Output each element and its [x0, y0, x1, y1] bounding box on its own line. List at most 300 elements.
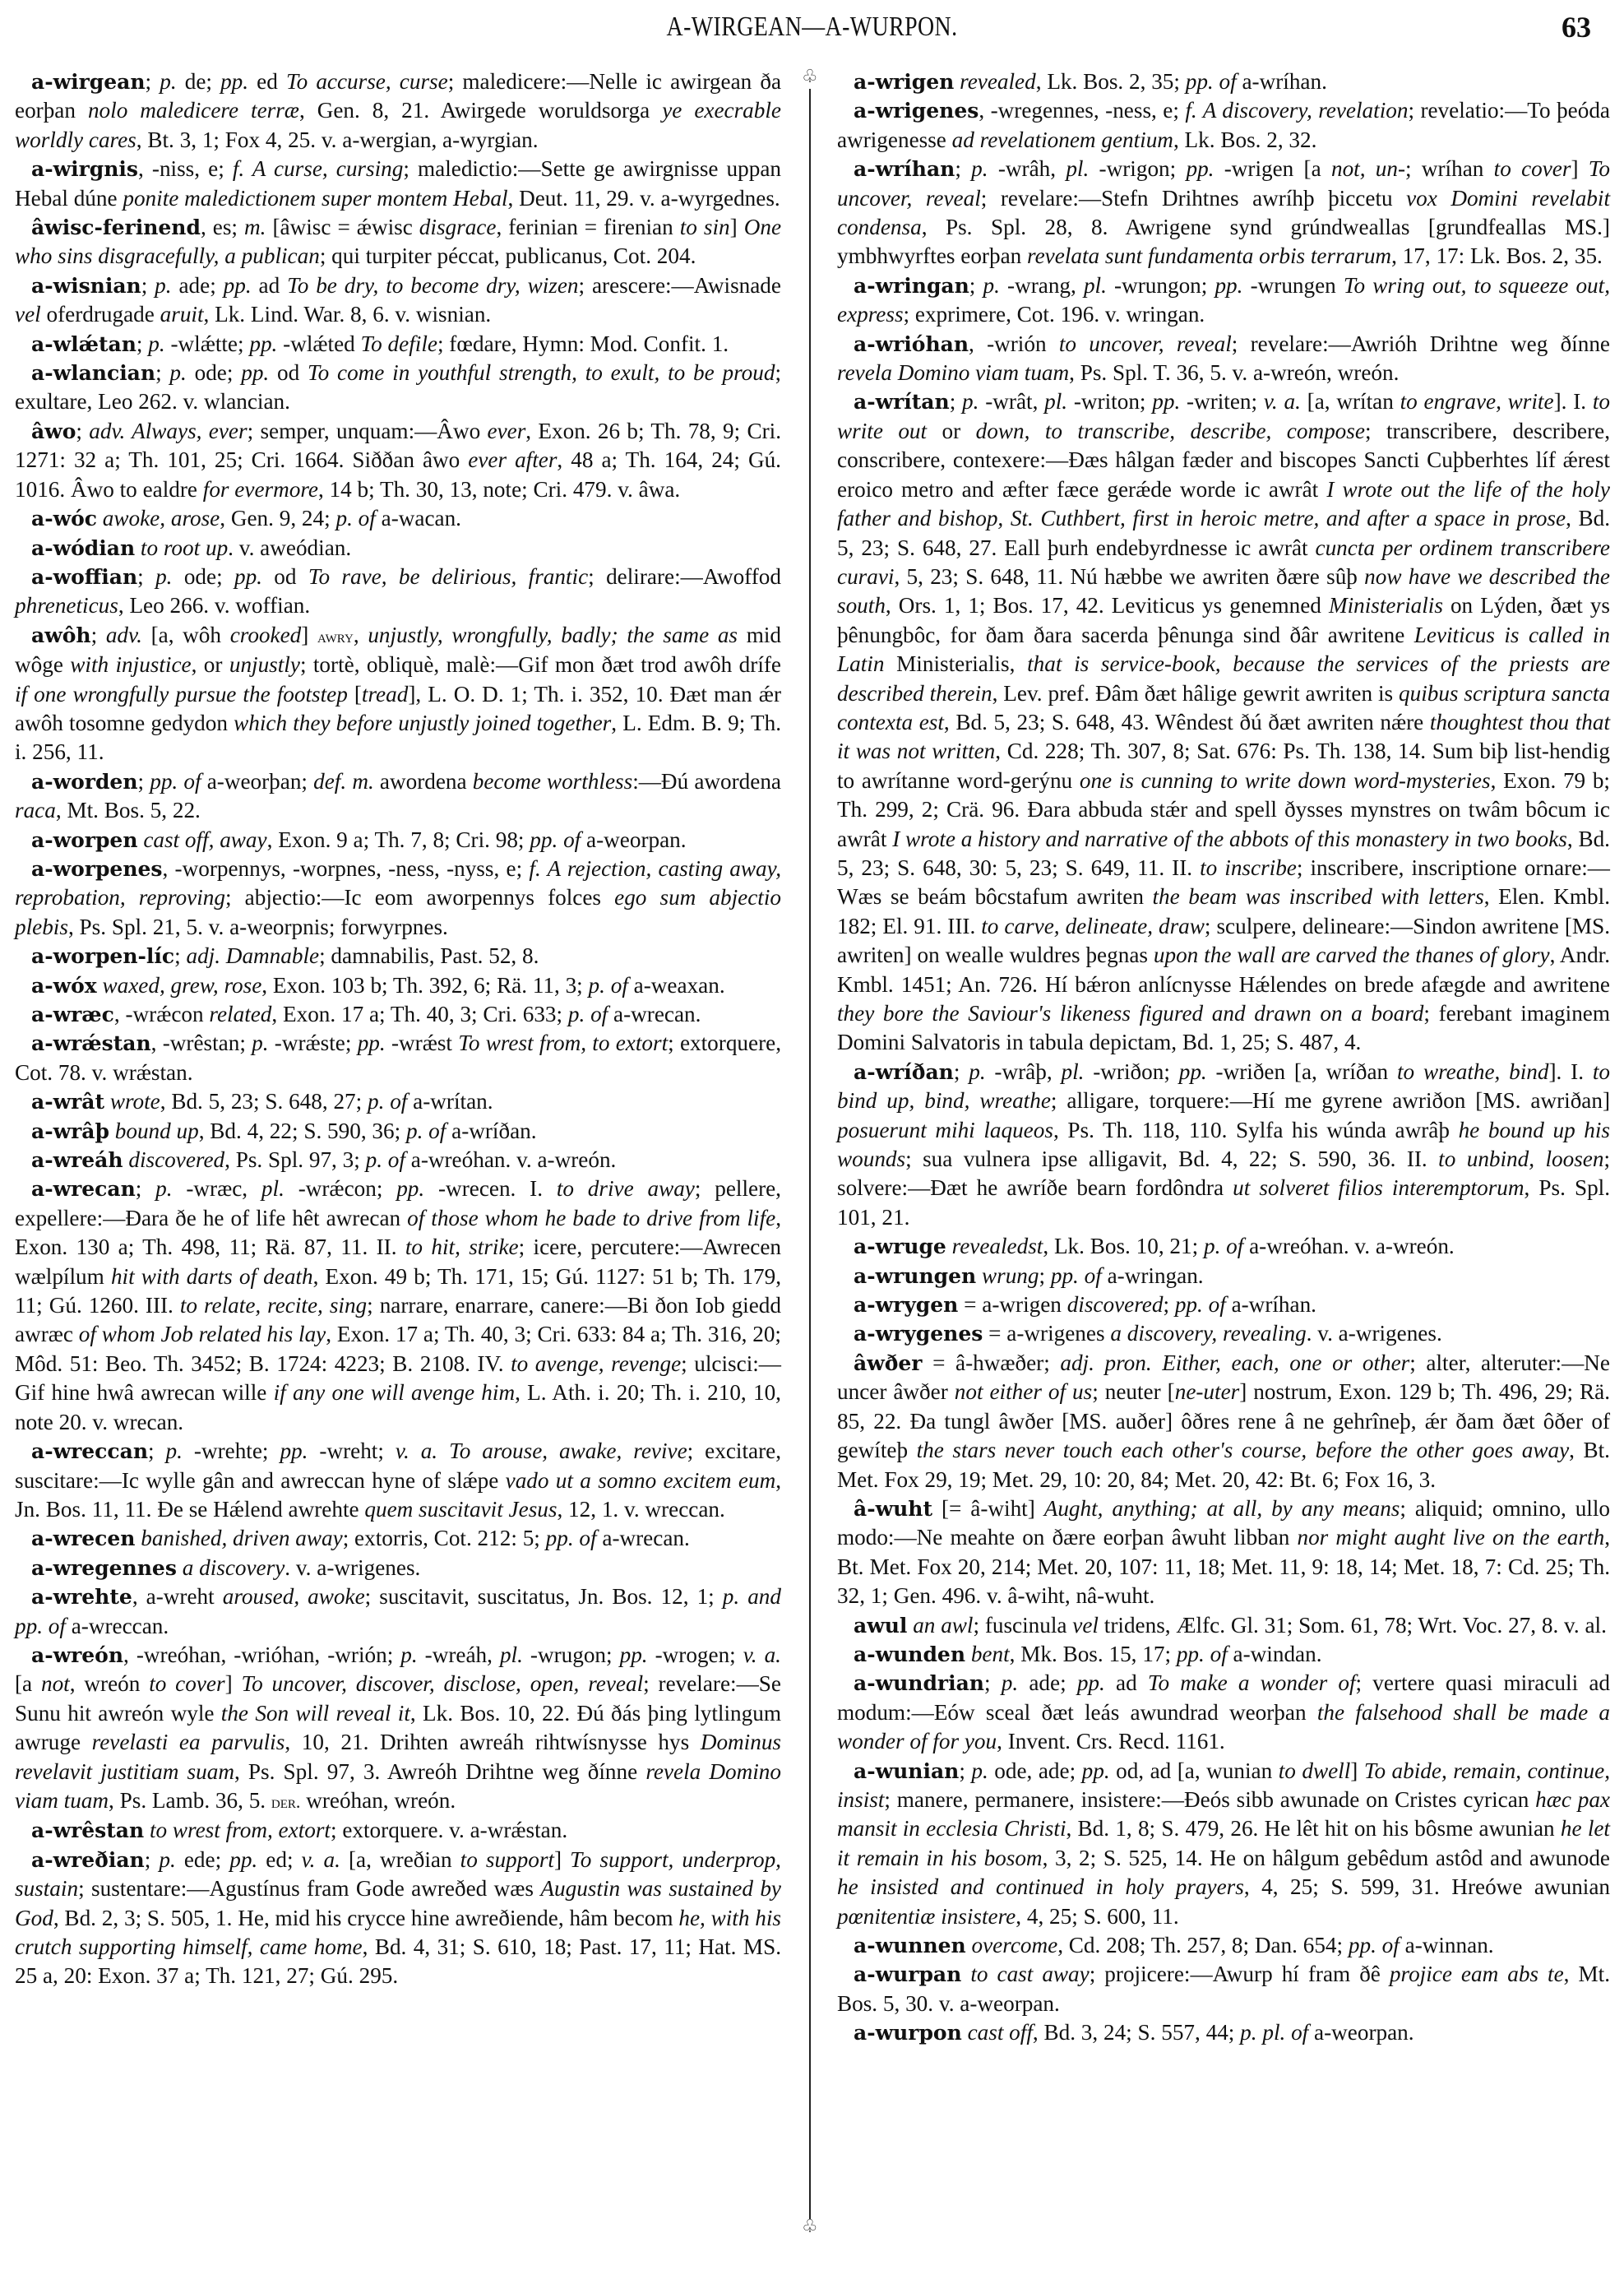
entry-text: -wrâh,	[988, 156, 1066, 182]
entry-text: , Ps. Th. 118, 110. Sylfa his wúnda awrâþ	[1053, 1117, 1459, 1142]
italic-gloss: revelata sunt fundamenta orbis terrarum	[1027, 243, 1392, 269]
entry-text: a-wreóhan. v. a-wreón.	[405, 1147, 617, 1173]
dictionary-entry	[15, 1029, 781, 1087]
entry-text: , Gen. 8, 21. Awirgede woruldsorga	[298, 98, 663, 123]
entry-text: , Exon. 17 a; Th. 40, 3; Cri. 633;	[271, 1002, 568, 1026]
entry-text: wreóhan, wreón.	[300, 1787, 456, 1813]
entry-text: :—Ðú awordena	[632, 768, 781, 794]
entry-text: ; delirare:—Awoffod	[588, 563, 781, 589]
entry-text: ]. I.	[1548, 1059, 1593, 1084]
italic-gloss: tread	[361, 681, 409, 706]
italic-gloss: which they before unjustly joined together	[234, 710, 612, 735]
italic-gloss: he bound up his wounds	[837, 1117, 1611, 1172]
dictionary-entry	[837, 1290, 1610, 1319]
entry-text: ; aliquid; omnino, ullo modo:—Ne meahte on ðære eorþan âwuht libban	[837, 1495, 1610, 1550]
entry-text: on Lýden, ðæt ys þênungbôc, for ðam ðara sacerda þênunga sind ðâr awritene	[837, 593, 1610, 647]
italic-gloss: p. of	[335, 506, 376, 531]
italic-gloss: nor might aught live on the earth	[1297, 1525, 1605, 1550]
entry-text: , Cd. 228; Th. 307, 8; Sat. 676: Ps. Th. 138, 14. Sum biþ list-hendig to awrítanne word-gerýnu	[837, 739, 1610, 793]
italic-gloss: one is cunning to write down word-mysteries	[1079, 767, 1491, 793]
italic-gloss: posuerunt mihi laqueos	[837, 1117, 1053, 1142]
entry-text: , 14 b; Th. 30, 13, note; Cri. 479. v. âwa.	[317, 476, 681, 502]
italic-gloss: now have we described the south	[837, 563, 1610, 618]
entry-text: ode;	[186, 360, 242, 386]
headword: a-wrǽstan	[31, 1031, 151, 1056]
italic-gloss: pp.	[1081, 1758, 1110, 1783]
entry-text: ;	[955, 156, 972, 182]
entry-text: ; damnabilis, Past. 52, 8.	[319, 943, 539, 969]
italic-gloss: to sin	[679, 215, 730, 240]
entry-text: . v. a-wrigenes.	[1306, 1321, 1442, 1346]
entry-text: , Exon. 26 b; Th. 78, 9; Cri. 1271: 32 a; Th. 101, 25; Cri. 1664. Siððan âwo	[15, 418, 782, 473]
italic-gloss: the falsehood shall be made a wonder of for you	[837, 1699, 1610, 1754]
italic-gloss: pl.	[499, 1642, 523, 1667]
entry-text: ; extorquere. v. a-wrǽstan.	[330, 1818, 568, 1843]
entry-text: a-windan.	[1227, 1641, 1322, 1666]
italic-gloss: p.	[160, 69, 177, 94]
headword: a-wrygen	[854, 1293, 959, 1318]
headword: a-wruge	[854, 1235, 946, 1259]
entry-text: , L. Ath. i. 20; Th. i. 210, 10, note 20. v. wrecan.	[15, 1380, 781, 1434]
entry-text: -wrang,	[999, 272, 1084, 298]
entry-text: , a-wreht	[132, 1584, 223, 1610]
italic-gloss: vel	[1072, 1612, 1099, 1638]
italic-gloss: pp.	[241, 360, 270, 386]
entry-text: , 4, 25; S. 600, 11.	[1016, 1903, 1179, 1929]
italic-gloss: ego sum abjectio plebis	[15, 885, 782, 939]
italic-gloss: pp. of	[150, 768, 201, 794]
italic-gloss: pp. of	[1185, 69, 1237, 94]
italic-gloss: p.	[983, 272, 1000, 298]
entry-text: -wrǽst	[385, 1031, 459, 1056]
headword: a-wurpon	[854, 2021, 962, 2045]
italic-gloss: pp. of	[1348, 1933, 1400, 1957]
entry-text: [= â-wiht]	[932, 1495, 1044, 1521]
entry-text: ;	[155, 360, 170, 386]
entry-text: a-wringan.	[1101, 1262, 1204, 1288]
headword: a-worpen-líc	[31, 944, 175, 969]
italic-gloss: p.	[155, 563, 173, 589]
headword: a-wringan	[854, 273, 969, 298]
italic-gloss: vox Domini revelabit condensa	[837, 185, 1611, 240]
italic-gloss: ut solveret filios interemptorum	[1233, 1175, 1525, 1201]
italic-gloss: vado ut a somno excitem eum	[505, 1467, 776, 1493]
left-column	[15, 67, 781, 1991]
entry-text: ; qui turpiter péccat, publicanus, Cot. 204.	[319, 243, 696, 269]
italic-gloss: to wreathe, bind	[1396, 1059, 1549, 1084]
entry-text: ; narrare, enarrare, canere:—Bi ðon Iob giedd awræc	[15, 1293, 781, 1347]
italic-gloss: to avenge, revenge	[511, 1350, 682, 1376]
entry-text: -wlǽted	[277, 331, 361, 356]
entry-text: ;	[959, 1758, 972, 1783]
entry-text: ;	[136, 331, 149, 356]
italic-gloss: Leviticus is called in Latin	[837, 622, 1610, 677]
italic-gloss: p.	[400, 1642, 418, 1667]
headword: a-wrítan	[854, 390, 950, 415]
italic-gloss: down, to transcribe, describe, compose	[975, 418, 1365, 443]
entry-text: , -wregennes, -ness, e;	[979, 98, 1186, 123]
italic-gloss: pp.	[220, 69, 249, 94]
italic-gloss: discovered	[128, 1147, 225, 1173]
page-number: 63	[1562, 11, 1591, 44]
italic-gloss: to hit, strike	[405, 1235, 519, 1260]
entry-text: -wrungon;	[1106, 272, 1215, 298]
entry-text: -wrǽcon;	[284, 1176, 397, 1202]
italic-gloss: v. a.	[301, 1846, 340, 1872]
entry-text: -wræc,	[172, 1176, 261, 1202]
entry-text: ;	[135, 1176, 156, 1202]
entry-text: , Bt. Met. Fox 29, 19; Met. 29, 10: 20, 84; Met. 20, 42: Bt. 6; Fox 16, 3.	[837, 1438, 1610, 1492]
entry-text: , -niss, e;	[138, 156, 233, 182]
entry-text: , Ps. Spl. 97, 3;	[224, 1147, 366, 1173]
italic-gloss: pp. of	[1050, 1262, 1102, 1288]
italic-gloss: p.	[169, 360, 187, 386]
entry-text: ; inscribere, inscriptione ornare:—Wæs se beám bôcstafum awriten	[837, 855, 1610, 910]
italic-gloss: To rave, be delirious, frantic	[308, 563, 589, 589]
entry-text: ]. I.	[1553, 389, 1593, 415]
entry-text: ; revelare:—Stefn Drihtnes awríhþ þiccetu	[980, 185, 1407, 211]
italic-gloss: crooked	[229, 622, 302, 647]
headword: a-wreðian	[31, 1847, 145, 1872]
dictionary-entry	[15, 213, 781, 271]
dictionary-entry	[837, 1058, 1610, 1232]
dictionary-entry	[15, 330, 781, 359]
italic-gloss: upon the wall are carved the thanes of glory	[1153, 943, 1550, 968]
italic-gloss: pp.	[223, 272, 252, 298]
italic-gloss: discovered	[1066, 1292, 1164, 1318]
entry-text: , Ps. Spl. 101, 21.	[837, 1175, 1611, 1230]
divider-ornament-bottom-icon: ♧	[802, 2216, 818, 2236]
entry-text: -wrungen	[1242, 272, 1344, 298]
entry-text: , wreón	[69, 1671, 150, 1697]
headword: a-wrêstan	[31, 1818, 145, 1843]
headword: a-wríhan	[854, 157, 955, 182]
headword: awôh	[31, 623, 91, 647]
italic-gloss: p. and pp. of	[15, 1584, 781, 1638]
italic-gloss: To uncover, discover, disclose, open, reveal	[241, 1671, 644, 1697]
dictionary-entry	[15, 1846, 781, 1991]
italic-gloss: cast off	[967, 2020, 1033, 2045]
entry-text: ; sua vulnera ipse alligavit, Bd. 4, 22; S. 590, 36. II.	[905, 1147, 1439, 1172]
dictionary-entry	[15, 1554, 781, 1582]
entry-text: ;	[949, 389, 963, 415]
italic-gloss: related	[209, 1002, 272, 1026]
italic-gloss: To abide, remain, continue, insist	[837, 1758, 1610, 1812]
italic-gloss: p.	[971, 1758, 988, 1783]
entry-text: , 48 a; Th. 164, 24; Gú. 1016. Âwo to ealdre	[15, 447, 781, 502]
entry-text: , -wrêstan;	[150, 1031, 252, 1056]
entry-text: ;	[1163, 1292, 1175, 1318]
entry-text: ;	[137, 563, 156, 589]
dictionary-entry	[837, 330, 1610, 388]
entry-text: ;	[174, 943, 187, 969]
italic-gloss: unjustly, wrongfully, badly; the same as	[368, 622, 738, 647]
dictionary-entry	[15, 359, 781, 417]
entry-text	[177, 1555, 183, 1580]
dictionary-entry	[15, 1117, 781, 1146]
entry-text: Ministerialis,	[884, 651, 1028, 677]
entry-text: , Lk. Lind. War. 8, 6. v. wisnian.	[203, 302, 492, 327]
italic-gloss: if any one will avenge him	[273, 1380, 516, 1406]
headword: a-wregennes	[31, 1555, 177, 1580]
italic-gloss: f. A discovery, revelation	[1185, 98, 1409, 123]
headword: a-woffian	[31, 564, 138, 589]
italic-gloss: hit with darts of death	[110, 1263, 313, 1289]
entry-text: ; neuter [	[1092, 1379, 1175, 1405]
dictionary-entry	[837, 1349, 1610, 1494]
entry-text: , Exon. 49 b; Th. 171, 15; Gú. 1127: 51 b; Th. 179, 11; Gú. 1260. III.	[15, 1263, 782, 1318]
italic-gloss: adv.	[105, 622, 142, 647]
dictionary-entry	[837, 2018, 1610, 2047]
entry-text: ; fœdare, Hymn: Mod. Confit. 1.	[437, 331, 729, 356]
headword: a-wlǽtan	[31, 331, 136, 356]
italic-gloss: bent	[970, 1641, 1010, 1666]
entry-text: , Bd. 5, 23; S. 648, 27. Eall þurh endebyrdnesse ic awrât	[837, 506, 1610, 560]
entry-text: a-weorpan.	[1308, 2020, 1414, 2045]
entry-text: ed	[248, 69, 286, 94]
italic-gloss: aruit	[160, 302, 204, 327]
dictionary-entry	[15, 1087, 781, 1116]
entry-text: ; alter, alteruter:—Ne uncer âwðer	[837, 1350, 1610, 1405]
entry-text: ]	[729, 215, 744, 240]
entry-text: , ferinian = firenian	[496, 215, 680, 240]
italic-gloss: To make a wonder of	[1147, 1670, 1356, 1696]
headword: a-wreccan	[31, 1439, 148, 1464]
entry-text: ; solvere:—Ðæt he awríðe bearn fordôndra	[837, 1147, 1611, 1201]
italic-gloss: pp.	[1152, 389, 1181, 415]
dictionary-entry	[837, 1611, 1610, 1640]
italic-gloss: To be dry, to become dry, wizen	[287, 272, 579, 298]
right-column	[837, 67, 1610, 2048]
headword: a-wundrian	[854, 1671, 984, 1696]
entry-text: a-weorþan;	[201, 768, 314, 794]
italic-gloss: revealedst	[951, 1234, 1043, 1259]
italic-gloss: Dominus revelavit justitiam suam	[15, 1730, 781, 1784]
headword: a-wunden	[854, 1642, 966, 1666]
entry-text: , Exon. 103 b; Th. 392, 6; Rä. 11, 3;	[261, 972, 589, 998]
italic-gloss: revela Domino viam tuam	[15, 1758, 781, 1813]
entry-text: , Deut. 11, 29. v. a-wyrgednes.	[507, 185, 780, 211]
italic-gloss: p.	[159, 1846, 176, 1872]
italic-gloss: to wrest from, extort	[149, 1818, 331, 1843]
dictionary-entry	[15, 1641, 781, 1816]
entry-text: ;	[969, 272, 983, 298]
italic-gloss: to dwell	[1278, 1758, 1351, 1783]
italic-gloss: p. of	[405, 1118, 446, 1143]
italic-gloss: to root up	[140, 535, 229, 560]
italic-gloss: Aught, anything; at all, by any means	[1043, 1495, 1400, 1521]
italic-gloss: hæc pax mansit in ecclesia Christi	[837, 1786, 1610, 1841]
dictionary-entry	[837, 271, 1610, 330]
entry-text: -wriðon;	[1084, 1059, 1179, 1084]
entry-text: a-wrecan.	[608, 1002, 701, 1026]
column-rule	[809, 89, 811, 2219]
entry-text: ed;	[257, 1846, 302, 1872]
dictionary-entry	[837, 1232, 1610, 1261]
entry-text: , -worpennys, -worpnes, -ness, -nyss, e;	[162, 855, 530, 881]
headword: a-wurpan	[854, 1962, 962, 1987]
italic-gloss: revela Domino viam tuam	[837, 360, 1070, 386]
entry-text: , Ps. Spl. T. 36, 5. v. a-wreón, wreón.	[1069, 360, 1400, 386]
entry-text	[976, 1263, 982, 1288]
entry-text: ; revelare:—Se Sunu hit awreón wyle	[15, 1671, 781, 1726]
entry-text: , Bd. 3, 24; S. 557, 44;	[1032, 2020, 1241, 2045]
entry-text: ad	[1104, 1670, 1148, 1696]
headword: a-wrât	[31, 1090, 105, 1114]
entry-text: ;	[983, 1670, 1002, 1696]
italic-gloss: p. of	[1203, 1234, 1244, 1259]
entry-text: [a, wôh	[141, 622, 230, 647]
entry-text: awordena	[373, 768, 473, 794]
entry-text: [a, wreðian	[340, 1846, 460, 1872]
italic-gloss: pl.	[261, 1176, 285, 1202]
italic-gloss: of those whom he bade to drive from life	[407, 1205, 776, 1230]
entry-text: ; transcribere, describere, conscribere, contexere:—Ðæs hâlgan fæder and biscopes Sancti Cuþberhtes líf ǽrest eroico metro and æfter fæce gerǽde worde ic awrât	[837, 418, 1610, 502]
entry-text	[961, 1962, 970, 1986]
entry-text	[104, 1089, 110, 1114]
entry-text: ]	[1571, 156, 1589, 182]
italic-gloss: To uncover, reveal	[837, 156, 1611, 211]
italic-gloss: p.	[1001, 1670, 1019, 1696]
italic-gloss: he insisted and continued in holy prayers	[837, 1874, 1244, 1900]
entry-text: ; revelare:—Awrióh Drihtne weg ðínne	[1231, 331, 1610, 356]
italic-gloss: p.	[155, 272, 172, 298]
entry-text: -wrehte;	[182, 1438, 280, 1464]
entry-text: ode, ade;	[988, 1758, 1082, 1783]
italic-gloss: aroused, awoke	[222, 1584, 365, 1610]
entry-text: , Mk. Bos. 15, 17;	[1009, 1641, 1177, 1666]
entry-text: , Mt. Bos. 5, 22.	[55, 798, 201, 823]
italic-gloss: f. A curse, cursing	[232, 156, 404, 182]
italic-gloss: disgrace	[419, 215, 497, 240]
entry-text: od	[269, 360, 308, 386]
dictionary-entry	[15, 1174, 781, 1437]
entry-text: ; sustentare:—Agustínus fram Gode awreðed wæs	[78, 1876, 541, 1902]
italic-gloss: overcome	[971, 1933, 1058, 1957]
italic-gloss: pp.	[1076, 1670, 1105, 1696]
italic-gloss: a discovery	[182, 1554, 285, 1580]
headword: a-wlancian	[31, 361, 156, 386]
italic-gloss: v. a.	[743, 1642, 781, 1667]
entry-text: a-wríhan.	[1225, 1292, 1316, 1318]
dictionary-entry	[15, 826, 781, 855]
headword: a-wrigen	[854, 70, 955, 94]
dictionary-entry	[15, 504, 781, 533]
italic-gloss: revealed	[960, 69, 1036, 94]
dictionary-entry	[837, 155, 1610, 271]
entry-text: a-winnan.	[1399, 1933, 1494, 1957]
dictionary-entry	[837, 1669, 1610, 1756]
entry-text: ;	[141, 272, 155, 298]
italic-gloss: ever after	[468, 447, 558, 473]
italic-gloss: One who sins disgracefully, a publican	[15, 215, 782, 269]
headword: a-wrióhan	[854, 331, 969, 356]
entry-text: -wrigen [a	[1214, 156, 1331, 182]
entry-text: [a	[15, 1671, 41, 1697]
italic-gloss: quibus scriptura sancta contexta est	[837, 680, 1610, 734]
entry-text: or	[927, 418, 976, 443]
entry-text: ] nostrum, Exon. 129 b; Th. 496, 29; Rä. 85, 22. Ða tungl âwðer [MS. auðer] ôðres rene â ne gehrîneþ, ǽr ðam ðæt ôðer of gewíteþ	[837, 1379, 1611, 1463]
entry-text	[946, 1234, 952, 1258]
headword: a-wreón	[31, 1642, 124, 1667]
headword: awul	[854, 1613, 908, 1638]
entry-text: ; alligare, torquere:—Hí me gyrene awriðon [MS. awriðan]	[1050, 1088, 1610, 1114]
italic-gloss: pp.	[357, 1031, 386, 1056]
entry-text: ; icere, percutere:—Awrecen wælpílum	[15, 1235, 781, 1289]
entry-text: , 4, 25; S. 599, 31. Hreówe awunian	[1243, 1874, 1611, 1900]
dictionary-entry	[837, 67, 1610, 96]
entry-text: , L. Edm. B. 9; Th. i. 256, 11.	[15, 710, 781, 765]
entry-text: a-weaxan.	[627, 972, 725, 998]
entry-text: = a-wrigen	[958, 1292, 1067, 1318]
entry-text: , Mt. Bos. 5, 30. v. a-weorpan.	[837, 1962, 1611, 2016]
headword: a-wirgean	[31, 70, 146, 94]
italic-gloss: vel	[15, 302, 41, 327]
entry-text: , Exon. 130 a; Th. 498, 11; Rä. 87, 11. II.	[15, 1205, 781, 1260]
headword: a-wreáh	[31, 1148, 123, 1173]
italic-gloss: if one wrongfully pursue the footstep	[15, 681, 348, 706]
headword: a-wisnian	[31, 273, 141, 298]
italic-gloss: p.	[969, 1059, 986, 1084]
small-caps-text: der.	[271, 1791, 301, 1812]
dictionary-entry	[15, 155, 781, 213]
divider-ornament-top-icon: ♧	[802, 66, 818, 86]
dictionary-entry	[15, 534, 781, 563]
italic-gloss: an awl	[913, 1612, 974, 1638]
entry-text: = a-wrigenes	[983, 1321, 1111, 1346]
entry-text: , 12, 1. v. wreccan.	[557, 1496, 725, 1522]
entry-text: , 3, 2; S. 525, 14. He on hâlgum gebêdum astôd and awunode	[1042, 1845, 1610, 1870]
entry-text	[135, 535, 141, 560]
italic-gloss: ponite maledictionem super montem Hebal	[123, 185, 508, 211]
entry-text: -wreht;	[308, 1438, 396, 1464]
italic-gloss: banished, driven away	[141, 1526, 343, 1551]
dictionary-columns	[15, 67, 1610, 2255]
entry-text: , Lk. Bos. 10, 22. Ðú ðás þing lytlingum awruge	[15, 1700, 781, 1755]
italic-gloss: adj. Damnable	[186, 943, 320, 969]
entry-text: , Bd. 2, 3; S. 505, 1. He, mid his crycce hine awreðiende, hâm becom	[53, 1905, 679, 1930]
dictionary-entry	[15, 942, 781, 971]
italic-gloss: To accurse, curse	[285, 69, 448, 94]
entry-text: -wrugon;	[522, 1642, 620, 1667]
entry-text: , Lev. pref. Ðâm ðæt hâlige gewrit awriten is	[992, 680, 1399, 706]
italic-gloss: pp.	[619, 1642, 648, 1667]
italic-gloss: projice eam abs te	[1389, 1962, 1564, 1987]
entry-text: ]	[553, 1846, 571, 1872]
italic-gloss: pp.	[1215, 272, 1243, 298]
entry-text: ;	[145, 69, 160, 94]
entry-text: , Ors. 1, 1; Bos. 17, 42. Leviticus ys genemned	[885, 593, 1329, 618]
italic-gloss: To defile	[360, 331, 437, 356]
headword: a-wunnen	[854, 1934, 966, 1957]
entry-text: -wrogen;	[647, 1642, 743, 1667]
entry-text: ;	[90, 622, 106, 647]
italic-gloss: def. m.	[313, 768, 374, 794]
entry-text: ad	[251, 272, 288, 298]
headword: â-wuht	[854, 1496, 932, 1521]
entry-text: , Bd. 4, 31; S. 610, 18; Past. 17, 11; Hat. MS. 25 a, 20: Exon. 37 a; Th. 121, 27; Gú. 295.	[15, 1934, 781, 1989]
entry-text: , Bd. 4, 22; S. 590, 36;	[198, 1118, 406, 1143]
italic-gloss: to bind up, bind, wreathe	[837, 1059, 1611, 1114]
entry-text	[97, 506, 103, 530]
italic-gloss: to cover	[1493, 156, 1571, 182]
entry-text: ;	[76, 418, 90, 443]
italic-gloss: the beam was inscribed with letters	[1152, 884, 1484, 910]
italic-gloss: to carve, delineate, draw	[981, 913, 1205, 938]
entry-text: ; sculpere, delineare:—Sindon awritene [MS. awriten] on wealle wuldres þegnas	[837, 913, 1610, 968]
entry-text: , 5, 23; S. 648, 11. Nú hæbbe we awriten ðære sûþ	[894, 563, 1365, 589]
entry-text: mid wôge	[15, 622, 781, 678]
